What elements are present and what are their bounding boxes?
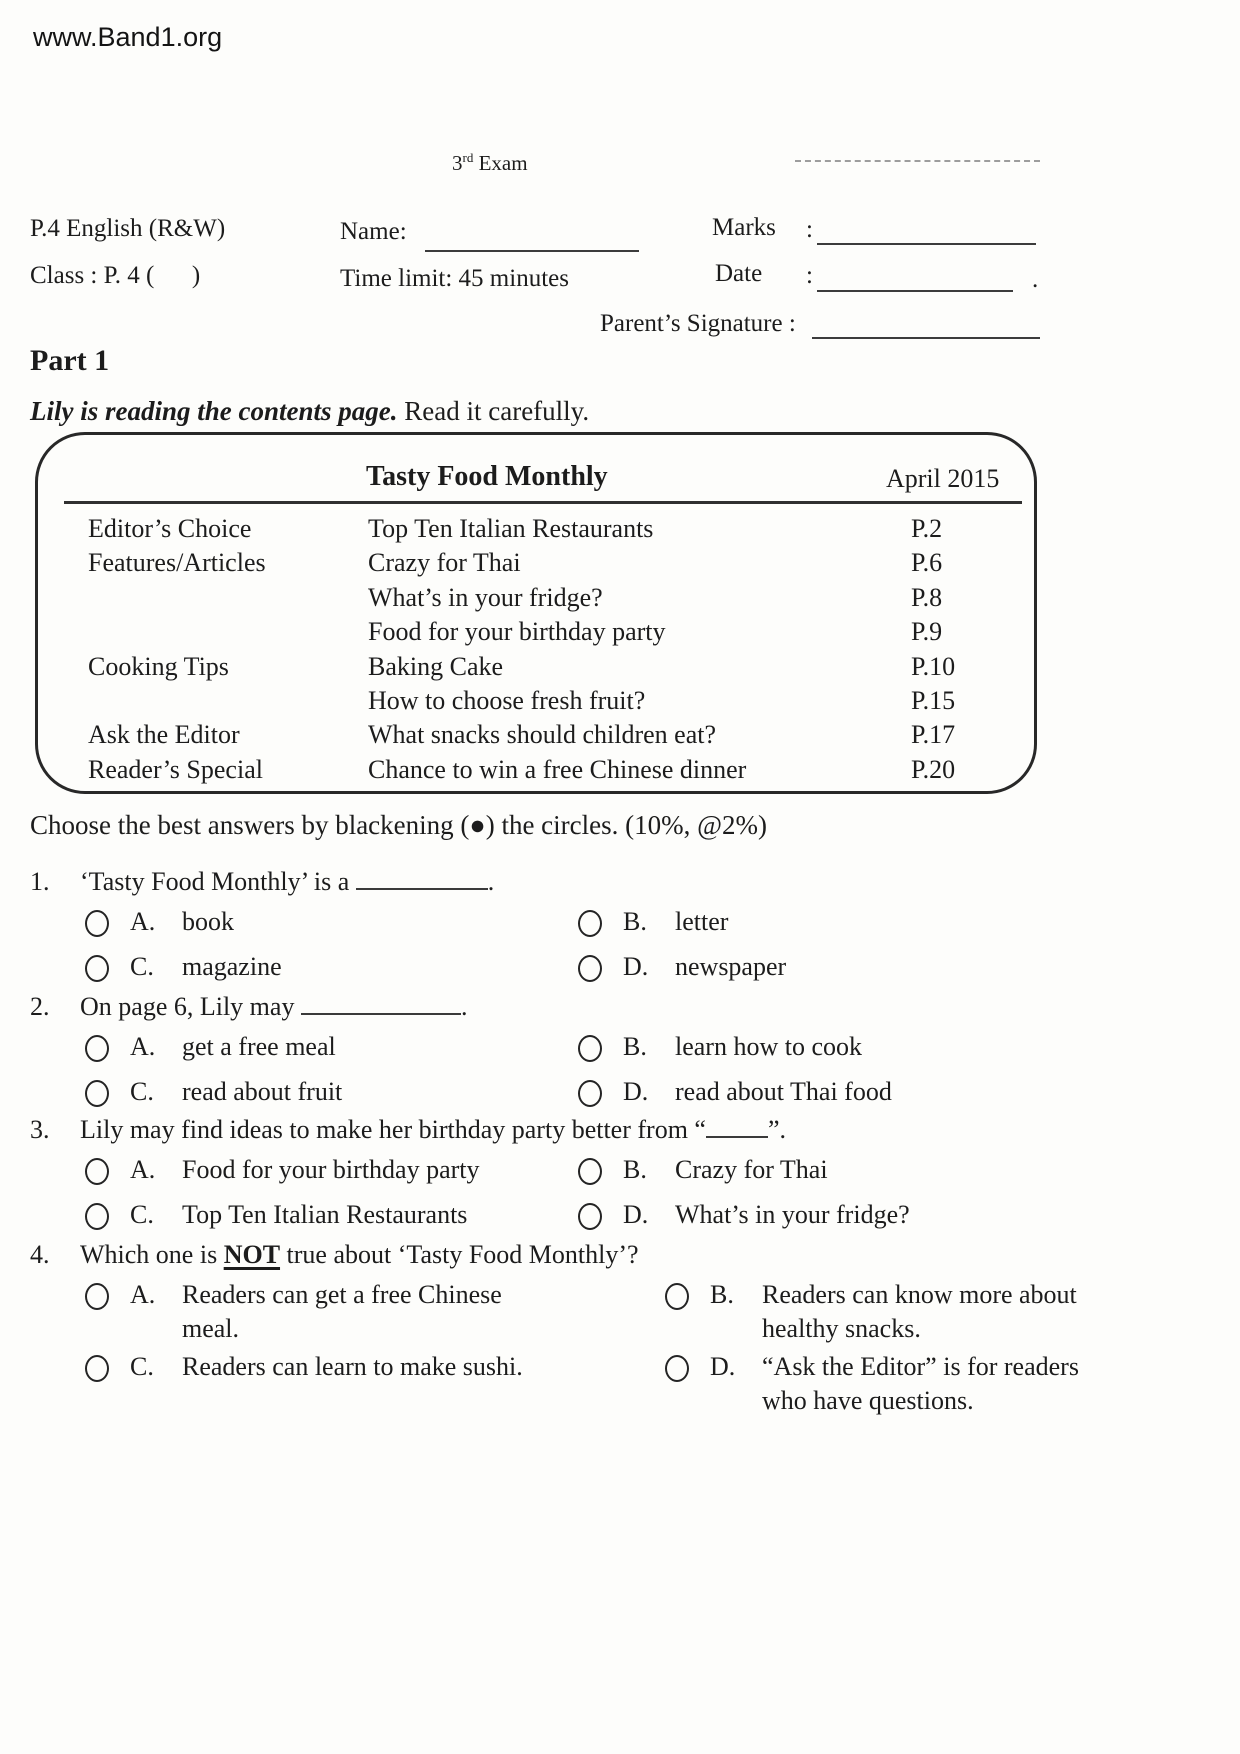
q1-option-b-letter: B. — [623, 907, 647, 936]
contents-page-number: P.8 — [911, 582, 943, 612]
contents-row — [88, 512, 1018, 546]
question-2-options — [85, 1030, 892, 1109]
contents-page-number: P.6 — [911, 548, 943, 578]
question-4-options — [85, 1278, 1107, 1418]
contents-article: How to choose fresh fruit? — [368, 686, 646, 716]
magazine-title: Tasty Food Monthly — [366, 461, 608, 492]
q3-option-c — [85, 1198, 578, 1232]
mc-instruction: Choose the best answers by blackening (●) the circles. (10%, @2%) — [30, 810, 767, 840]
part1-heading: Part 1 — [30, 344, 110, 377]
question-1-text-after: . — [487, 867, 495, 896]
scan-artifact-line — [795, 160, 1040, 162]
q4-option-b-letter: B. — [710, 1280, 734, 1309]
marks-fill-line — [817, 243, 1036, 245]
contents-page-number: P.10 — [911, 651, 956, 681]
contents-article: What’s in your fridge? — [368, 582, 603, 612]
contents-page-box — [35, 432, 1037, 794]
contents-page-number: P.9 — [911, 617, 943, 647]
q4-option-b — [665, 1278, 1107, 1346]
question-2-blank — [301, 991, 461, 1015]
q2-option-a-text: get a free meal — [182, 1032, 336, 1061]
contents-table — [88, 512, 1018, 787]
question-1-prompt — [30, 865, 786, 899]
q3-option-d-letter: D. — [623, 1200, 649, 1229]
parent-signature-fill-line — [812, 337, 1040, 339]
question-3-options — [85, 1153, 910, 1232]
q2-option-c — [85, 1075, 578, 1109]
q3-option-d — [578, 1198, 910, 1232]
q3-option-c-letter: C. — [130, 1200, 154, 1229]
q4-option-c — [85, 1350, 665, 1418]
question-4-number: 4. — [30, 1240, 50, 1269]
q2-option-b-letter: B. — [623, 1032, 647, 1061]
q1-option-c-letter: C. — [130, 952, 154, 981]
contents-page-number: P.17 — [911, 720, 956, 750]
contents-article: Baking Cake — [368, 651, 504, 681]
name-label: Name: — [340, 218, 407, 245]
exam-title-ordinal: rd — [462, 150, 474, 165]
question-3-blank — [706, 1114, 768, 1138]
question-4-text-after: true about ‘Tasty Food Monthly’? — [280, 1240, 639, 1269]
question-2-text: On page 6, Lily may — [80, 992, 301, 1021]
q4-option-d-letter: D. — [710, 1352, 736, 1381]
q2-option-a — [85, 1030, 578, 1064]
contents-section: Editor’s Choice — [88, 514, 252, 543]
q2-option-c-circle[interactable] — [85, 1080, 109, 1107]
contents-row — [88, 718, 1018, 752]
q4-option-c-text: Readers can learn to make sushi. — [182, 1352, 523, 1381]
q4-option-d-circle[interactable] — [665, 1355, 689, 1382]
q4-option-a-text: Readers can get a free Chinese meal. — [182, 1280, 502, 1343]
contents-section — [88, 615, 368, 649]
date-colon: : — [806, 262, 813, 289]
q1-option-d-letter: D. — [623, 952, 649, 981]
contents-section — [88, 684, 368, 718]
date-fill-line — [817, 290, 1013, 292]
contents-section — [88, 581, 368, 615]
q3-option-a-circle[interactable] — [85, 1158, 109, 1185]
question-2 — [30, 990, 892, 1109]
question-3-prompt — [30, 1113, 910, 1147]
question-4 — [30, 1238, 1107, 1418]
contents-row — [88, 615, 1018, 649]
contents-section: Reader’s Special — [88, 754, 263, 784]
question-2-text-after: . — [460, 992, 468, 1021]
contents-page-number: P.20 — [911, 754, 956, 784]
subject-label: P.4 English (R&W) — [30, 215, 226, 242]
q4-option-d — [665, 1350, 1107, 1418]
q4-option-c-circle[interactable] — [85, 1355, 109, 1382]
contents-article: Top Ten Italian Restaurants — [368, 514, 654, 543]
q2-option-c-text: read about fruit — [182, 1077, 343, 1106]
class-label: Class : P. 4 ( ) — [30, 262, 201, 289]
magazine-issue-date: April 2015 — [886, 464, 1000, 493]
q1-option-b — [578, 905, 786, 939]
q1-option-a-circle[interactable] — [85, 910, 109, 937]
q4-option-b-text: Readers can know more about healthy snacks. — [762, 1280, 1077, 1343]
q2-option-b-text: learn how to cook — [675, 1032, 863, 1061]
q1-option-b-text: letter — [675, 907, 729, 936]
contents-section: Cooking Tips — [88, 651, 229, 681]
q4-option-a — [85, 1278, 665, 1346]
q3-option-b — [578, 1153, 910, 1187]
name-fill-line — [425, 250, 639, 252]
q4-option-a-letter: A. — [130, 1280, 156, 1309]
date-trailing-period: . — [1032, 266, 1039, 293]
contents-row — [88, 546, 1018, 580]
contents-article: Food for your birthday party — [368, 617, 666, 647]
q2-option-b — [578, 1030, 892, 1064]
question-1-text: ‘Tasty Food Monthly’ is a — [80, 867, 356, 896]
q3-option-a-text: Food for your birthday party — [182, 1155, 480, 1184]
part1-intro-rest: Read it carefully. — [397, 396, 590, 426]
site-watermark: www.Band1.org — [33, 22, 223, 52]
question-2-number: 2. — [30, 992, 50, 1021]
q2-option-a-letter: A. — [130, 1032, 156, 1061]
contents-row — [88, 581, 1018, 615]
q4-option-c-letter: C. — [130, 1352, 154, 1381]
question-4-not: NOT — [223, 1240, 281, 1269]
q1-option-a-text: book — [182, 907, 234, 936]
q2-option-a-circle[interactable] — [85, 1035, 109, 1062]
q1-option-c-text: magazine — [182, 952, 282, 981]
q2-option-d-circle[interactable] — [578, 1080, 602, 1107]
q1-option-d-text: newspaper — [675, 952, 787, 981]
question-3-text-after: ”. — [767, 1115, 787, 1144]
contents-article: Chance to win a free Chinese dinner — [368, 754, 747, 784]
exam-title — [452, 150, 528, 176]
q4-option-d-text: “Ask the Editor” is for readers who have questions. — [762, 1352, 1079, 1415]
q1-option-d-circle[interactable] — [578, 955, 602, 982]
q1-option-d — [578, 950, 786, 984]
contents-row — [88, 650, 1018, 684]
contents-divider-line — [64, 501, 1022, 504]
q2-option-c-letter: C. — [130, 1077, 154, 1106]
question-3 — [30, 1113, 910, 1232]
question-1-options — [85, 905, 786, 984]
q3-option-b-circle[interactable] — [578, 1158, 602, 1185]
q4-option-a-circle[interactable] — [85, 1283, 109, 1310]
parent-signature-label: Parent’s Signature : — [600, 310, 796, 337]
q4-option-b-circle[interactable] — [665, 1283, 689, 1310]
contents-page-number: P.15 — [911, 686, 956, 716]
q2-option-d-text: read about Thai food — [675, 1077, 892, 1106]
marks-label: Marks — [712, 214, 776, 241]
question-4-prompt — [30, 1238, 1107, 1272]
q3-option-c-text: Top Ten Italian Restaurants — [182, 1200, 468, 1229]
question-1 — [30, 865, 786, 984]
q3-option-a-letter: A. — [130, 1155, 156, 1184]
marks-colon: : — [806, 216, 813, 243]
q1-option-a-letter: A. — [130, 907, 156, 936]
q3-option-a — [85, 1153, 578, 1187]
q3-option-d-circle[interactable] — [578, 1203, 602, 1230]
q1-option-a — [85, 905, 578, 939]
q2-option-b-circle[interactable] — [578, 1035, 602, 1062]
date-label: Date — [715, 260, 763, 287]
exam-title-number: 3 — [452, 151, 463, 175]
question-2-prompt — [30, 990, 892, 1024]
q3-option-b-text: Crazy for Thai — [675, 1155, 828, 1184]
contents-page-number: P.2 — [911, 514, 943, 543]
q3-option-c-circle[interactable] — [85, 1203, 109, 1230]
part1-intro-italic: Lily is reading the contents page. — [30, 396, 398, 426]
contents-article: What snacks should children eat? — [368, 720, 716, 750]
contents-row — [88, 753, 1018, 787]
q3-option-b-letter: B. — [623, 1155, 647, 1184]
exam-title-text: Exam — [473, 151, 528, 175]
contents-row — [88, 684, 1018, 718]
contents-section: Features/Articles — [88, 548, 266, 578]
q2-option-d — [578, 1075, 892, 1109]
q1-option-c-circle[interactable] — [85, 955, 109, 982]
q1-option-b-circle[interactable] — [578, 910, 602, 937]
q1-option-c — [85, 950, 578, 984]
contents-section: Ask the Editor — [88, 720, 240, 750]
question-3-text: Lily may find ideas to make her birthday party better from “ — [80, 1115, 706, 1144]
q3-option-d-text: What’s in your fridge? — [675, 1200, 910, 1229]
part1-intro — [30, 396, 589, 427]
question-4-text: Which one is — [80, 1240, 224, 1269]
q2-option-d-letter: D. — [623, 1077, 649, 1106]
time-limit-label: Time limit: 45 minutes — [340, 265, 569, 292]
question-3-number: 3. — [30, 1115, 50, 1144]
question-1-number: 1. — [30, 867, 50, 896]
question-1-blank — [356, 866, 488, 890]
contents-article: Crazy for Thai — [368, 548, 521, 578]
